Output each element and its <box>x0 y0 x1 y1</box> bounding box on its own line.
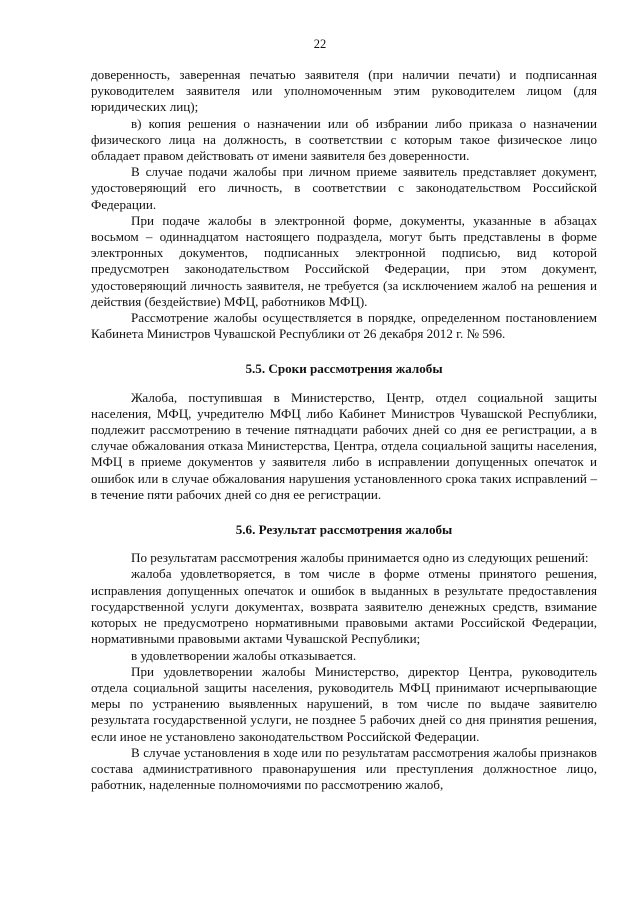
paragraph-decision-options: По результатам рассмотрения жалобы принимается одно из следующих решений: <box>131 550 589 566</box>
paragraph-offense-signs: В случае установления в ходе или по результатам рассмотрения жалобы признаков состава административного правонарушения или преступления должностное лицо, работник, наделенные полномочиями по рассмотрению жалоб, <box>91 744 597 793</box>
paragraph-personal-reception: В случае подачи жалобы при личном приеме заявитель представляет документ, удостоверяющий его личность, в соответствии с законодательством Российской Федерации. <box>91 164 597 212</box>
paragraph-review-deadlines: Жалоба, поступившая в Министерство, Центр, отдел социальной защиты населения, МФЦ, учредителю МФЦ либо Кабинет Министров Чувашской Республики, подлежит рассмотрению в течение пятнадцати рабочих дней со дня ее регистрации, а в случае обжалования отказа Министерства, Центра, отдела социальной защиты населения, МФЦ в приеме документов у заявителя либо в исправлении допущенных опечаток и ошибок или в случае обжалования нарушения установленного срока таких исправлений – в течение пяти рабочих дней со дня ее регистрации. <box>91 389 597 502</box>
paragraph-complaint-satisfied: жалоба удовлетворяется, в том числе в форме отмены принятого решения, исправления допущенных опечаток и ошибок в выданных в результате предоставления государственной услуги документах, возврата заявителю денежных средств, взимание которых не предусмотрено нормативными правовыми актами Российской Федерации, нормативными правовыми актами Чувашской Республики; <box>91 566 597 647</box>
page-number: 22 <box>313 37 327 51</box>
paragraph-review-procedure: Рассмотрение жалобы осуществляется в порядке, определенном постановлением Кабинета Министров Чувашской Республики от 26 декабря 2012 г. № 596. <box>91 310 597 342</box>
section-5-6-heading: 5.6. Результат рассмотрения жалобы <box>235 522 453 538</box>
document-body <box>91 67 597 793</box>
section-5-5-heading: 5.5. Сроки рассмотрения жалобы <box>245 361 443 377</box>
paragraph-remedial-measures: При удовлетворении жалобы Министерство, директор Центра, руководитель отдела социальной защиты населения, руководитель МФЦ принимают исчерпывающие меры по устранению выявленных нарушений, в том числе по выдаче заявителю результата государственной услуги, не позднее 5 рабочих дней со дня принятия решения, если иное не установлено законодательством Российской Федерации. <box>91 663 597 744</box>
paragraph-electronic-form: При подаче жалобы в электронной форме, документы, указанные в абзацах восьмом – одиннадцатом настоящего подраздела, могут быть представлены в форме электронных документов, подписанных электронной подписью, вид которой предусмотрен законодательством Российской Федерации, при этом документ, удостоверяющий личность заявителя, не требуется (за исключением жалоб на решения и действия (бездействие) МФЦ, работников МФЦ). <box>91 212 597 309</box>
paragraph-appointment-copy: в) копия решения о назначении или об избрании либо приказа о назначении физического лица на должность, в соответствии с которым такое физическое лицо обладает правом действовать от имени заявителя без доверенности. <box>91 115 597 164</box>
paragraph-power-of-attorney: доверенность, заверенная печатью заявителя (при наличии печати) и подписанная руководителем заявителя или уполномоченным этим руководителем лицом (для юридических лиц); <box>91 67 597 115</box>
paragraph-complaint-refused: в удовлетворении жалобы отказывается. <box>131 647 357 663</box>
